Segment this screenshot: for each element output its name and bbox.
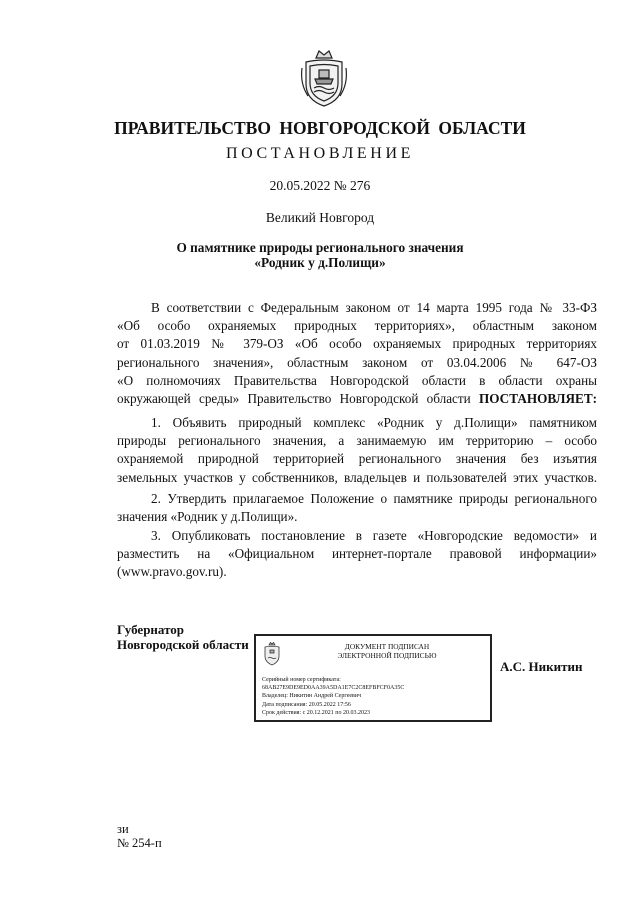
item-2-line: 2. Утвердить прилагаемое Положение о памятнике природы регионального xyxy=(151,491,597,506)
e-signature-stamp xyxy=(254,634,492,722)
signatory-title xyxy=(117,622,249,652)
decree-word: ПОСТАНОВЛЯЕТ: xyxy=(479,391,598,407)
preamble-line: от 01.03.2019 № 379-ОЗ «Об особо охраняемых природных территориях xyxy=(117,336,597,352)
date-number: 20.05.2022 № 276 xyxy=(269,178,371,193)
item-1-line: 1. Объявить природный комплекс «Родник у д.Полищи» памятником xyxy=(151,415,597,430)
preamble-line: «О полномочиях Правительства Новгородской области в области охраны xyxy=(117,372,597,388)
subject-heading xyxy=(0,240,640,270)
city: Великий Новгород xyxy=(265,210,375,225)
stamp-cert-label: Серийный номер сертификата: xyxy=(262,677,341,683)
stamp-validity: Срок действия: с 20.12.2021 по 20.03.2023 xyxy=(262,709,370,716)
coat-of-arms-icon xyxy=(298,48,350,110)
item-1 xyxy=(117,414,597,487)
item-1-line: земельных участков у собственников, владельцев и пользователей этих участков. xyxy=(117,469,597,485)
stamp-signed-date: Дата подписания: 20.05.2022 17:56 xyxy=(262,701,351,708)
item-2 xyxy=(117,490,597,526)
preamble xyxy=(117,299,597,408)
stamp-coat-of-arms-icon xyxy=(262,642,282,666)
preamble-line: В соответствии с Федеральным законом от 14 марта 1995 года № 33-ФЗ xyxy=(151,300,597,315)
preamble-line: «Об особо охраняемых природных территориях», областным законом xyxy=(117,318,597,334)
item-1-line: природы регионального значения, а занимаемую им территорию – особо xyxy=(117,433,597,449)
subject-line-1: О памятнике природы регионального значения xyxy=(176,240,464,255)
item-3 xyxy=(117,527,597,582)
government-title: ПРАВИТЕЛЬСТВО НОВГОРОДСКОЙ ОБЛАСТИ xyxy=(114,118,526,138)
signatory-title-line-2: Новгородской области xyxy=(117,637,249,652)
preamble-line: регионального значения», областным законом от 03.04.2006 № 647-ОЗ xyxy=(117,354,597,370)
footer-reference xyxy=(117,822,162,850)
subject-line-2: «Родник у д.Полищи» xyxy=(254,255,386,270)
item-3-line: 3. Опубликовать постановление в газете «Новгородские ведомости» и xyxy=(151,528,597,543)
stamp-title-line-2: ЭЛЕКТРОННОЙ ПОДПИСЬЮ xyxy=(337,651,437,660)
item-2-line: значения «Родник у д.Полищи». xyxy=(117,509,298,525)
document-type: ПОСТАНОВЛЕНИЕ xyxy=(226,145,414,162)
footer-number: № 254-п xyxy=(117,836,162,850)
preamble-line: окружающей среды» Правительство Новгородской области xyxy=(117,391,471,407)
stamp-title-line-1: ДОКУМЕНТ ПОДПИСАН xyxy=(344,642,430,651)
item-3-line: разместить на «Официальном интернет-портале правовой информации» xyxy=(117,546,597,562)
preamble-last-line xyxy=(117,390,597,408)
signatory-name: А.С. Никитин xyxy=(500,659,583,674)
stamp-title xyxy=(292,642,482,660)
item-3-line: (www.pravo.gov.ru). xyxy=(117,564,227,580)
item-1-line: охраняемой природной территорией регионального значения без изъятия xyxy=(117,451,597,467)
stamp-cert-number: 68AB27E9DE9ED0AA39A5DA1E7C2C8EFBFCF0A35C xyxy=(262,685,405,692)
signatory-title-line-1: Губернатор xyxy=(117,622,185,637)
footer-initials: зи xyxy=(117,822,129,836)
stamp-details xyxy=(262,676,404,717)
stamp-owner: Владелец: Никитин Андрей Сергеевич xyxy=(262,693,362,700)
